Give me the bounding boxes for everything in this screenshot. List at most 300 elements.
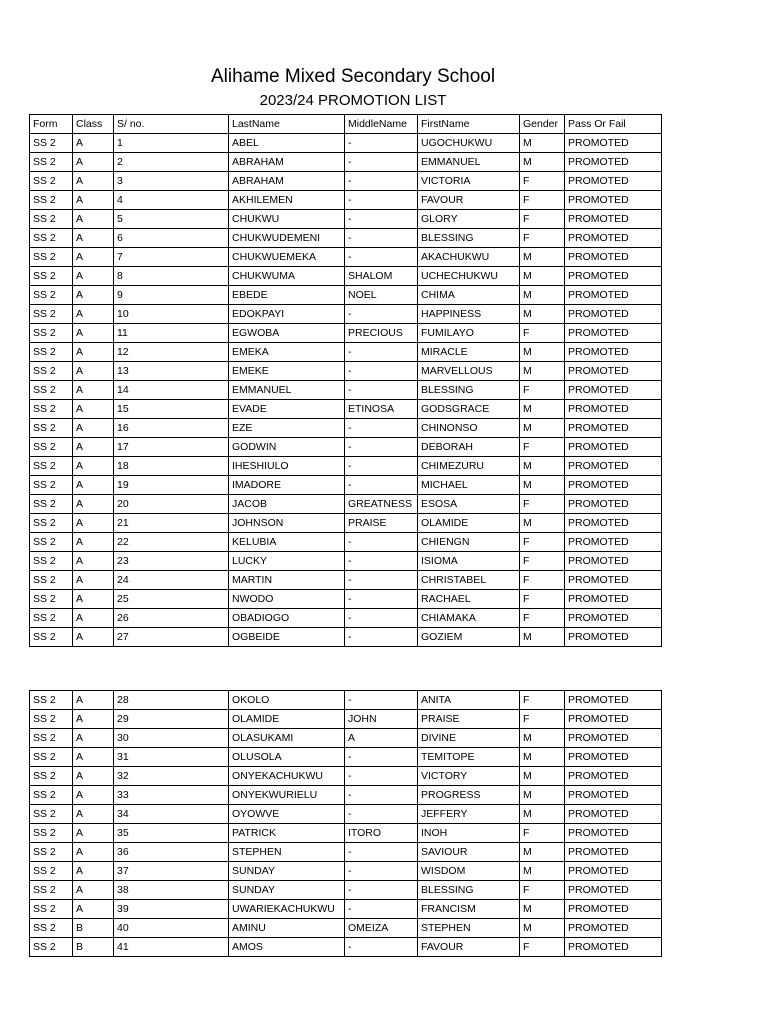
promotion-table-part-1 (29, 114, 662, 647)
cell-first-name: ISIOMA (418, 552, 520, 571)
cell-serial-no: 32 (114, 767, 229, 786)
cell-middle-name: - (345, 609, 418, 628)
cell-first-name: ANITA (418, 691, 520, 710)
cell-class: A (73, 495, 114, 514)
cell-first-name: FAVOUR (418, 191, 520, 210)
cell-gender: F (520, 324, 565, 343)
cell-class: A (73, 571, 114, 590)
table-row (30, 729, 662, 748)
cell-serial-no: 36 (114, 843, 229, 862)
cell-gender: F (520, 210, 565, 229)
cell-form: SS 2 (30, 691, 73, 710)
cell-last-name: CHUKWU (229, 210, 345, 229)
cell-gender: F (520, 938, 565, 957)
cell-pass-or-fail: PROMOTED (565, 843, 662, 862)
table-row (30, 533, 662, 552)
cell-first-name: ESOSA (418, 495, 520, 514)
cell-last-name: IHESHIULO (229, 457, 345, 476)
cell-pass-or-fail: PROMOTED (565, 805, 662, 824)
cell-last-name: UWARIEKACHUKWU (229, 900, 345, 919)
cell-serial-no: 4 (114, 191, 229, 210)
cell-serial-no: 9 (114, 286, 229, 305)
table-row (30, 286, 662, 305)
cell-middle-name: PRAISE (345, 514, 418, 533)
cell-last-name: EBEDE (229, 286, 345, 305)
table-row (30, 476, 662, 495)
cell-class: A (73, 362, 114, 381)
cell-last-name: ABEL (229, 134, 345, 153)
cell-pass-or-fail: PROMOTED (565, 229, 662, 248)
cell-last-name: EGWOBA (229, 324, 345, 343)
cell-class: A (73, 229, 114, 248)
cell-class: A (73, 514, 114, 533)
cell-first-name: HAPPINESS (418, 305, 520, 324)
cell-gender: M (520, 805, 565, 824)
cell-form: SS 2 (30, 419, 73, 438)
cell-form: SS 2 (30, 843, 73, 862)
cell-middle-name: OMEIZA (345, 919, 418, 938)
cell-last-name: SUNDAY (229, 862, 345, 881)
table-row (30, 305, 662, 324)
cell-last-name: EZE (229, 419, 345, 438)
cell-middle-name: - (345, 305, 418, 324)
cell-form: SS 2 (30, 267, 73, 286)
cell-last-name: PATRICK (229, 824, 345, 843)
cell-gender: M (520, 786, 565, 805)
cell-middle-name: - (345, 248, 418, 267)
cell-class: A (73, 343, 114, 362)
cell-first-name: FRANCISM (418, 900, 520, 919)
cell-class: B (73, 919, 114, 938)
cell-first-name: FAVOUR (418, 938, 520, 957)
cell-gender: M (520, 267, 565, 286)
cell-middle-name: - (345, 552, 418, 571)
cell-serial-no: 15 (114, 400, 229, 419)
cell-last-name: AMOS (229, 938, 345, 957)
cell-class: A (73, 552, 114, 571)
table-row (30, 362, 662, 381)
cell-last-name: JOHNSON (229, 514, 345, 533)
cell-first-name: EMMANUEL (418, 153, 520, 172)
cell-first-name: PROGRESS (418, 786, 520, 805)
cell-class: A (73, 286, 114, 305)
cell-middle-name: GREATNESS (345, 495, 418, 514)
cell-gender: F (520, 533, 565, 552)
table-row (30, 134, 662, 153)
cell-gender: M (520, 767, 565, 786)
cell-serial-no: 37 (114, 862, 229, 881)
cell-first-name: BLESSING (418, 229, 520, 248)
cell-first-name: WISDOM (418, 862, 520, 881)
cell-pass-or-fail: PROMOTED (565, 881, 662, 900)
cell-gender: M (520, 628, 565, 647)
cell-last-name: NWODO (229, 590, 345, 609)
cell-form: SS 2 (30, 248, 73, 267)
table-row (30, 172, 662, 191)
cell-first-name: GLORY (418, 210, 520, 229)
cell-form: SS 2 (30, 881, 73, 900)
cell-first-name: JEFFERY (418, 805, 520, 824)
cell-gender: F (520, 438, 565, 457)
cell-pass-or-fail: PROMOTED (565, 400, 662, 419)
cell-serial-no: 18 (114, 457, 229, 476)
cell-gender: F (520, 381, 565, 400)
cell-class: A (73, 419, 114, 438)
table-row (30, 419, 662, 438)
cell-last-name: KELUBIA (229, 533, 345, 552)
cell-last-name: EMEKE (229, 362, 345, 381)
table-row (30, 919, 662, 938)
table-row (30, 881, 662, 900)
column-header-class: Class (73, 115, 114, 134)
cell-pass-or-fail: PROMOTED (565, 691, 662, 710)
cell-first-name: DIVINE (418, 729, 520, 748)
table-row (30, 938, 662, 957)
cell-last-name: IMADORE (229, 476, 345, 495)
cell-pass-or-fail: PROMOTED (565, 900, 662, 919)
table-row (30, 552, 662, 571)
promotion-table-part-2 (29, 690, 662, 957)
cell-class: A (73, 210, 114, 229)
cell-first-name: PRAISE (418, 710, 520, 729)
cell-pass-or-fail: PROMOTED (565, 381, 662, 400)
cell-gender: F (520, 881, 565, 900)
cell-first-name: AKACHUKWU (418, 248, 520, 267)
cell-first-name: VICTORIA (418, 172, 520, 191)
cell-gender: F (520, 172, 565, 191)
cell-last-name: SUNDAY (229, 881, 345, 900)
table-row (30, 824, 662, 843)
table-row (30, 691, 662, 710)
table-row (30, 191, 662, 210)
cell-middle-name: - (345, 457, 418, 476)
cell-middle-name: - (345, 438, 418, 457)
cell-serial-no: 16 (114, 419, 229, 438)
cell-last-name: AMINU (229, 919, 345, 938)
cell-gender: M (520, 343, 565, 362)
cell-form: SS 2 (30, 824, 73, 843)
cell-last-name: OKOLO (229, 691, 345, 710)
cell-class: A (73, 172, 114, 191)
cell-pass-or-fail: PROMOTED (565, 748, 662, 767)
column-header-serial-no: S/ no. (114, 115, 229, 134)
column-header-pass-or-fail: Pass Or Fail (565, 115, 662, 134)
cell-serial-no: 25 (114, 590, 229, 609)
cell-middle-name: - (345, 938, 418, 957)
cell-last-name: OLASUKAMI (229, 729, 345, 748)
cell-form: SS 2 (30, 786, 73, 805)
cell-serial-no: 8 (114, 267, 229, 286)
cell-middle-name: - (345, 191, 418, 210)
cell-middle-name: SHALOM (345, 267, 418, 286)
cell-gender: F (520, 710, 565, 729)
cell-pass-or-fail: PROMOTED (565, 786, 662, 805)
cell-form: SS 2 (30, 862, 73, 881)
cell-gender: F (520, 552, 565, 571)
cell-gender: M (520, 748, 565, 767)
cell-first-name: RACHAEL (418, 590, 520, 609)
cell-last-name: EVADE (229, 400, 345, 419)
cell-serial-no: 10 (114, 305, 229, 324)
cell-gender: M (520, 305, 565, 324)
cell-pass-or-fail: PROMOTED (565, 571, 662, 590)
cell-serial-no: 24 (114, 571, 229, 590)
cell-first-name: OLAMIDE (418, 514, 520, 533)
cell-gender: F (520, 824, 565, 843)
table-row (30, 710, 662, 729)
table-row (30, 457, 662, 476)
cell-pass-or-fail: PROMOTED (565, 267, 662, 286)
cell-first-name: UCHECHUKWU (418, 267, 520, 286)
cell-form: SS 2 (30, 400, 73, 419)
cell-class: A (73, 900, 114, 919)
cell-serial-no: 30 (114, 729, 229, 748)
cell-form: SS 2 (30, 710, 73, 729)
cell-gender: M (520, 419, 565, 438)
cell-first-name: TEMITOPE (418, 748, 520, 767)
cell-serial-no: 41 (114, 938, 229, 957)
cell-pass-or-fail: PROMOTED (565, 552, 662, 571)
cell-gender: F (520, 229, 565, 248)
cell-last-name: CHUKWUDEMENI (229, 229, 345, 248)
cell-serial-no: 31 (114, 748, 229, 767)
cell-form: SS 2 (30, 938, 73, 957)
cell-middle-name: ETINOSA (345, 400, 418, 419)
cell-first-name: CHRISTABEL (418, 571, 520, 590)
cell-pass-or-fail: PROMOTED (565, 457, 662, 476)
cell-first-name: CHINONSO (418, 419, 520, 438)
cell-pass-or-fail: PROMOTED (565, 495, 662, 514)
table-row (30, 324, 662, 343)
cell-pass-or-fail: PROMOTED (565, 286, 662, 305)
cell-pass-or-fail: PROMOTED (565, 514, 662, 533)
cell-last-name: JACOB (229, 495, 345, 514)
cell-serial-no: 34 (114, 805, 229, 824)
cell-gender: M (520, 457, 565, 476)
cell-form: SS 2 (30, 900, 73, 919)
cell-last-name: LUCKY (229, 552, 345, 571)
cell-serial-no: 17 (114, 438, 229, 457)
cell-serial-no: 35 (114, 824, 229, 843)
cell-serial-no: 14 (114, 381, 229, 400)
cell-gender: M (520, 286, 565, 305)
cell-serial-no: 27 (114, 628, 229, 647)
cell-first-name: BLESSING (418, 881, 520, 900)
cell-pass-or-fail: PROMOTED (565, 938, 662, 957)
school-title: Alihame Mixed Secondary School (210, 66, 496, 87)
cell-first-name: DEBORAH (418, 438, 520, 457)
cell-pass-or-fail: PROMOTED (565, 729, 662, 748)
cell-first-name: SAVIOUR (418, 843, 520, 862)
cell-gender: M (520, 134, 565, 153)
cell-serial-no: 19 (114, 476, 229, 495)
cell-serial-no: 7 (114, 248, 229, 267)
cell-serial-no: 22 (114, 533, 229, 552)
cell-middle-name: - (345, 229, 418, 248)
cell-form: SS 2 (30, 134, 73, 153)
table-row (30, 843, 662, 862)
cell-middle-name: - (345, 786, 418, 805)
cell-pass-or-fail: PROMOTED (565, 324, 662, 343)
cell-class: A (73, 590, 114, 609)
cell-gender: M (520, 900, 565, 919)
cell-middle-name: - (345, 843, 418, 862)
cell-pass-or-fail: PROMOTED (565, 362, 662, 381)
cell-pass-or-fail: PROMOTED (565, 533, 662, 552)
table-header-row (30, 115, 662, 134)
cell-gender: M (520, 919, 565, 938)
cell-last-name: MARTIN (229, 571, 345, 590)
cell-form: SS 2 (30, 172, 73, 191)
cell-serial-no: 1 (114, 134, 229, 153)
cell-form: SS 2 (30, 438, 73, 457)
cell-middle-name: - (345, 533, 418, 552)
cell-gender: F (520, 609, 565, 628)
cell-pass-or-fail: PROMOTED (565, 172, 662, 191)
cell-gender: M (520, 153, 565, 172)
table-row (30, 900, 662, 919)
table-row (30, 438, 662, 457)
cell-serial-no: 12 (114, 343, 229, 362)
table-row (30, 229, 662, 248)
cell-form: SS 2 (30, 495, 73, 514)
cell-last-name: EDOKPAYI (229, 305, 345, 324)
cell-last-name: STEPHEN (229, 843, 345, 862)
cell-first-name: CHIENGN (418, 533, 520, 552)
cell-pass-or-fail: PROMOTED (565, 476, 662, 495)
table-row (30, 571, 662, 590)
cell-form: SS 2 (30, 552, 73, 571)
cell-first-name: GODSGRACE (418, 400, 520, 419)
cell-serial-no: 3 (114, 172, 229, 191)
cell-serial-no: 28 (114, 691, 229, 710)
cell-middle-name: - (345, 343, 418, 362)
cell-form: SS 2 (30, 191, 73, 210)
cell-last-name: OBADIOGO (229, 609, 345, 628)
cell-form: SS 2 (30, 571, 73, 590)
cell-pass-or-fail: PROMOTED (565, 862, 662, 881)
cell-serial-no: 38 (114, 881, 229, 900)
cell-form: SS 2 (30, 805, 73, 824)
cell-form: SS 2 (30, 748, 73, 767)
cell-serial-no: 13 (114, 362, 229, 381)
table-row (30, 153, 662, 172)
cell-first-name: CHIMA (418, 286, 520, 305)
cell-pass-or-fail: PROMOTED (565, 305, 662, 324)
cell-middle-name: - (345, 862, 418, 881)
cell-class: A (73, 248, 114, 267)
table-row (30, 805, 662, 824)
cell-class: A (73, 729, 114, 748)
cell-last-name: AKHILEMEN (229, 191, 345, 210)
cell-last-name: ONYEKACHUKWU (229, 767, 345, 786)
cell-middle-name: JOHN (345, 710, 418, 729)
cell-form: SS 2 (30, 590, 73, 609)
cell-middle-name: - (345, 881, 418, 900)
cell-serial-no: 11 (114, 324, 229, 343)
cell-middle-name: - (345, 153, 418, 172)
cell-middle-name: - (345, 748, 418, 767)
cell-last-name: CHUKWUMA (229, 267, 345, 286)
table-row (30, 381, 662, 400)
cell-class: A (73, 609, 114, 628)
cell-serial-no: 33 (114, 786, 229, 805)
cell-first-name: INOH (418, 824, 520, 843)
cell-serial-no: 23 (114, 552, 229, 571)
table-row (30, 514, 662, 533)
cell-pass-or-fail: PROMOTED (565, 710, 662, 729)
table-row (30, 590, 662, 609)
cell-gender: F (520, 571, 565, 590)
cell-pass-or-fail: PROMOTED (565, 919, 662, 938)
cell-gender: F (520, 691, 565, 710)
cell-class: B (73, 938, 114, 957)
cell-last-name: OGBEIDE (229, 628, 345, 647)
cell-gender: M (520, 862, 565, 881)
cell-class: A (73, 767, 114, 786)
table-row (30, 628, 662, 647)
table-row (30, 786, 662, 805)
cell-first-name: MIRACLE (418, 343, 520, 362)
cell-class: A (73, 476, 114, 495)
cell-class: A (73, 786, 114, 805)
cell-first-name: UGOCHUKWU (418, 134, 520, 153)
cell-class: A (73, 457, 114, 476)
cell-class: A (73, 862, 114, 881)
cell-pass-or-fail: PROMOTED (565, 210, 662, 229)
cell-first-name: CHIAMAKA (418, 609, 520, 628)
cell-serial-no: 6 (114, 229, 229, 248)
cell-form: SS 2 (30, 476, 73, 495)
cell-form: SS 2 (30, 919, 73, 938)
cell-first-name: MICHAEL (418, 476, 520, 495)
cell-form: SS 2 (30, 628, 73, 647)
cell-form: SS 2 (30, 305, 73, 324)
cell-gender: M (520, 843, 565, 862)
cell-class: A (73, 805, 114, 824)
column-header-gender: Gender (520, 115, 565, 134)
cell-class: A (73, 710, 114, 729)
cell-pass-or-fail: PROMOTED (565, 590, 662, 609)
cell-middle-name: - (345, 172, 418, 191)
cell-pass-or-fail: PROMOTED (565, 824, 662, 843)
cell-gender: M (520, 362, 565, 381)
cell-form: SS 2 (30, 533, 73, 552)
table-row (30, 400, 662, 419)
cell-gender: M (520, 514, 565, 533)
table-row (30, 609, 662, 628)
cell-class: A (73, 881, 114, 900)
cell-form: SS 2 (30, 609, 73, 628)
table-row (30, 343, 662, 362)
cell-middle-name: - (345, 900, 418, 919)
column-header-last-name: LastName (229, 115, 345, 134)
cell-pass-or-fail: PROMOTED (565, 134, 662, 153)
cell-class: A (73, 824, 114, 843)
cell-serial-no: 29 (114, 710, 229, 729)
cell-form: SS 2 (30, 381, 73, 400)
cell-form: SS 2 (30, 324, 73, 343)
cell-serial-no: 21 (114, 514, 229, 533)
cell-serial-no: 40 (114, 919, 229, 938)
column-header-first-name: FirstName (418, 115, 520, 134)
cell-gender: F (520, 191, 565, 210)
table-row (30, 248, 662, 267)
cell-middle-name: A (345, 729, 418, 748)
cell-class: A (73, 153, 114, 172)
cell-gender: M (520, 248, 565, 267)
cell-last-name: EMEKA (229, 343, 345, 362)
